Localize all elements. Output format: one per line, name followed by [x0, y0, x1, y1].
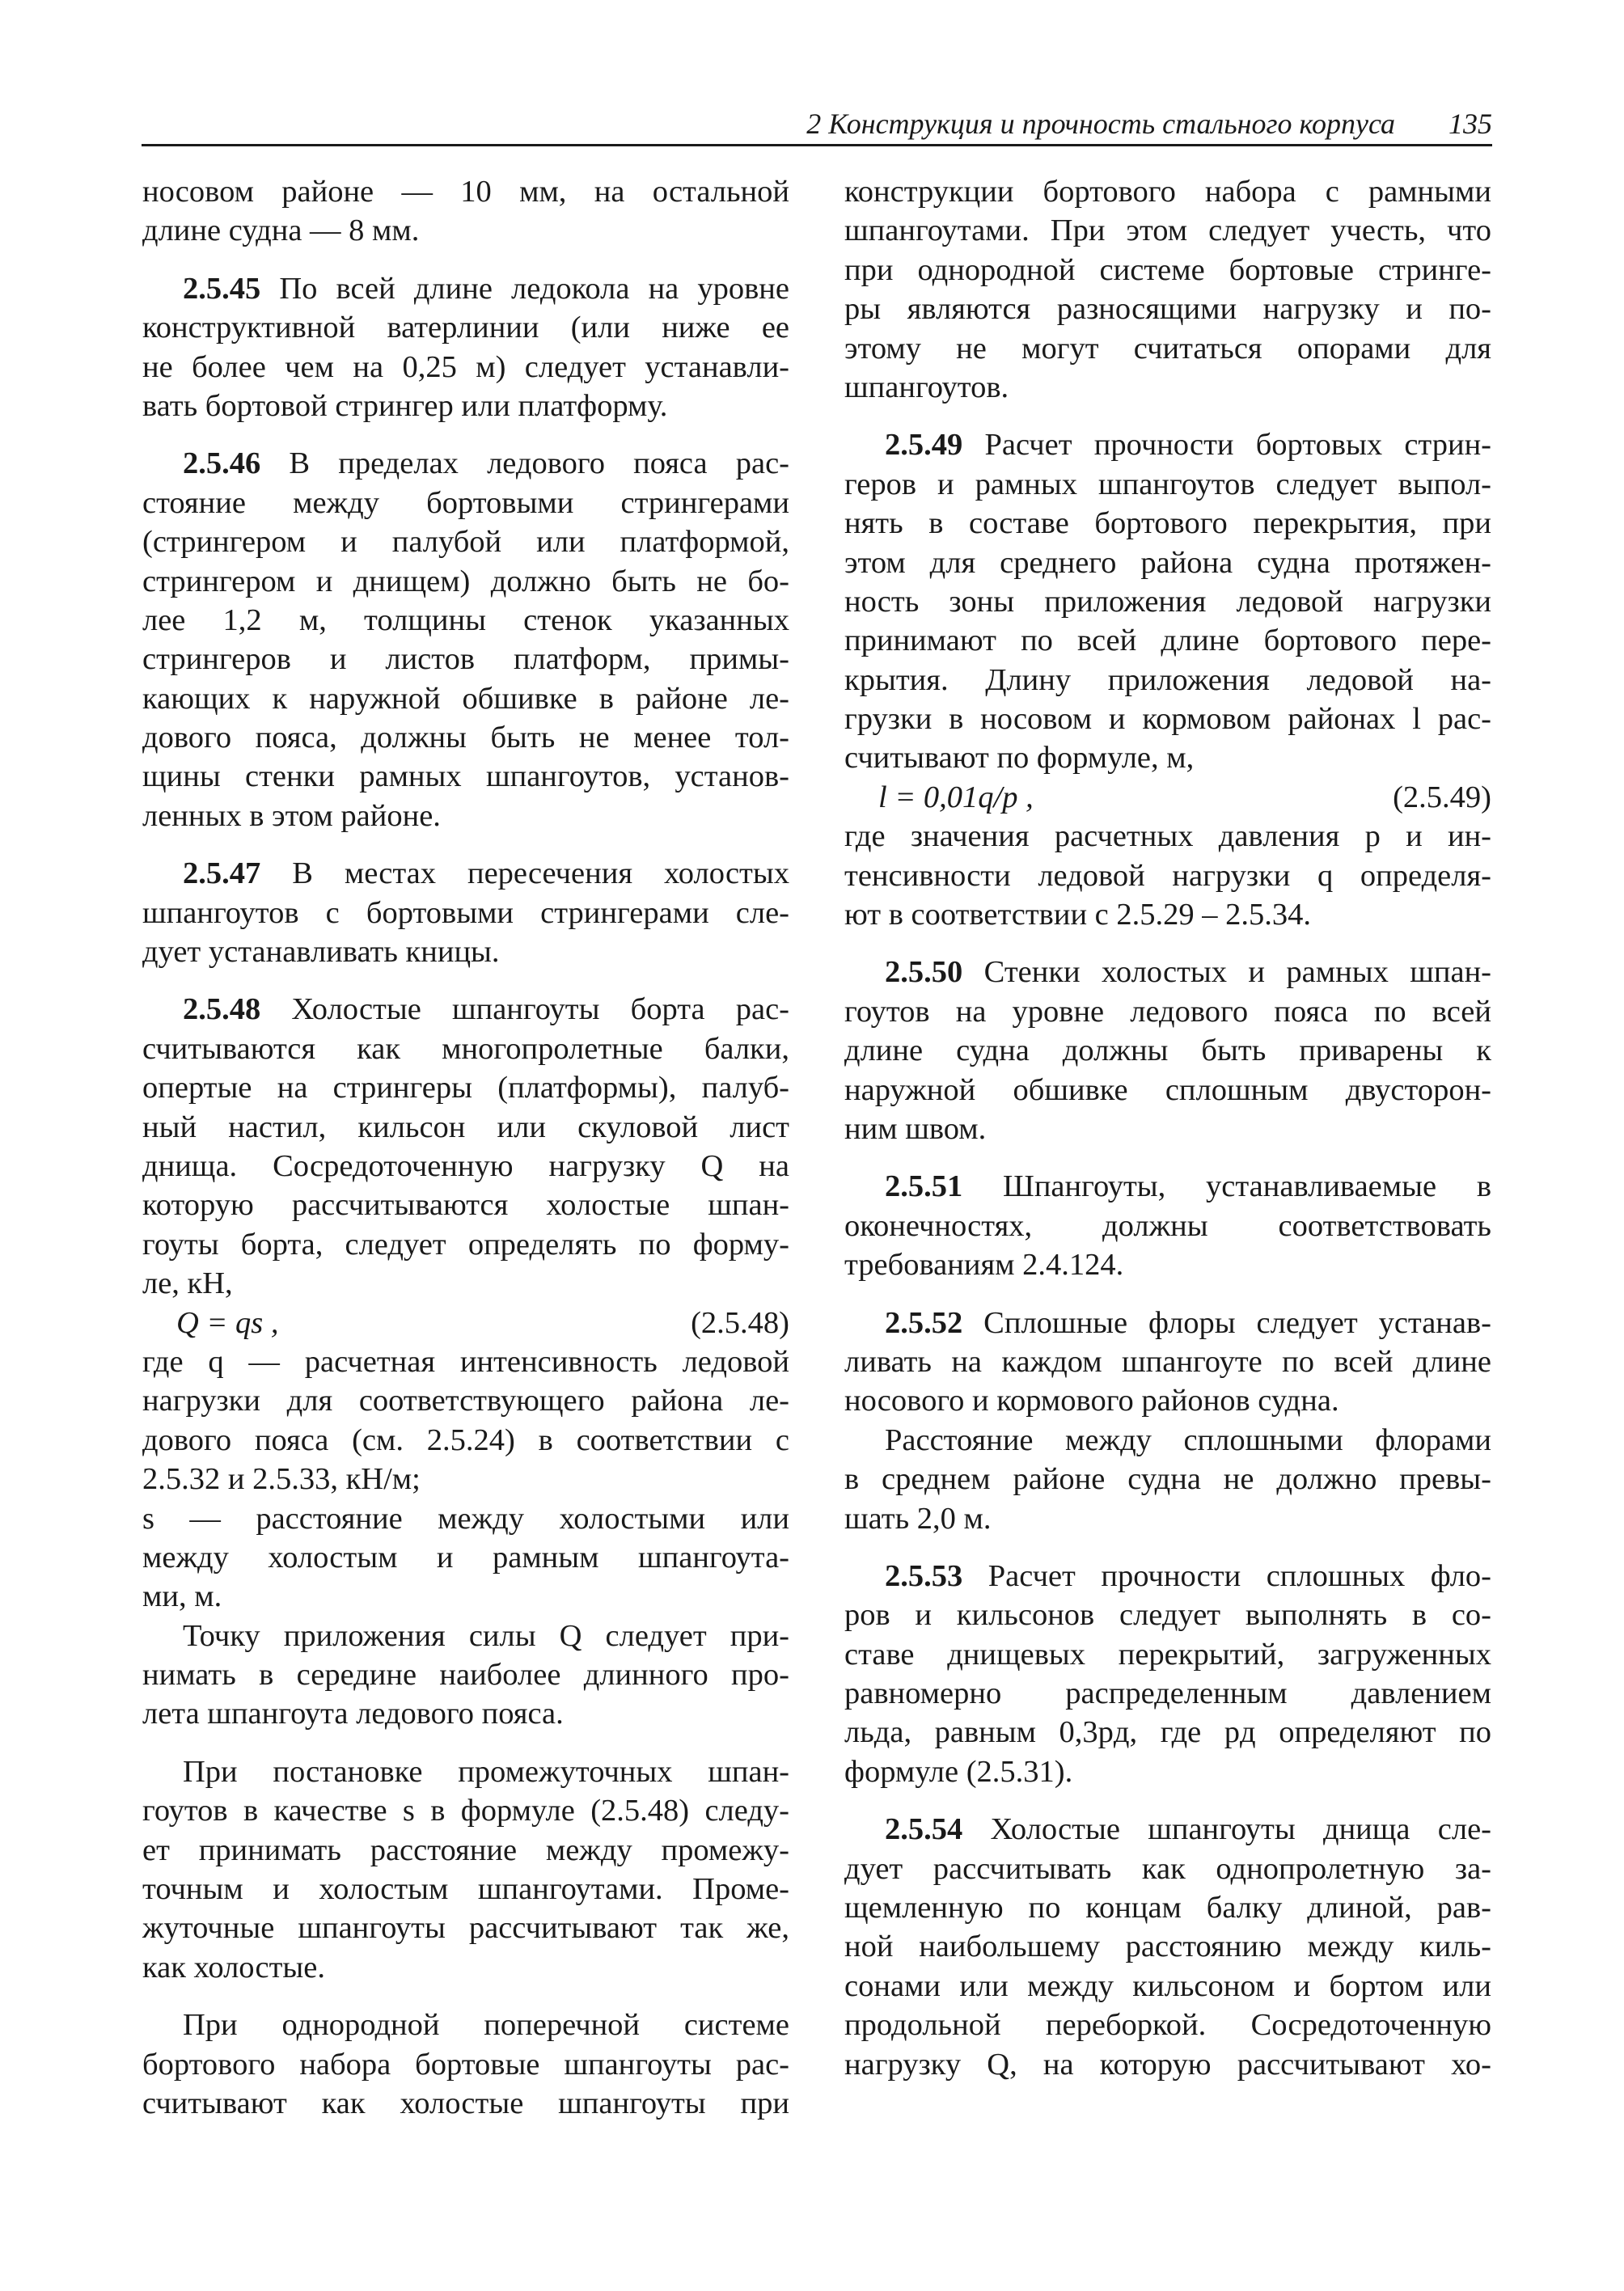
text-line: требованиям 2.4.124.	[844, 1248, 1124, 1283]
text-line: жуточные шпангоуты рассчитывают так же,	[142, 1911, 789, 1946]
text-line: вать бортовой стрингер или платформу.	[142, 388, 668, 423]
text-line: лее 1,2 м, толщины стенок указанных	[142, 602, 789, 637]
text-line: считываются как многопролетные балки,	[142, 1031, 789, 1066]
paragraph-intermediate-frames	[142, 1752, 789, 1987]
running-header	[142, 104, 1492, 146]
text-line: Точку приложения силы Q следует при-	[183, 1618, 789, 1653]
text-line	[142, 854, 789, 893]
text-line: принимают по всей длине бортового пере-	[844, 623, 1491, 658]
text-line: наружной обшивке сплошным двусторон-	[844, 1072, 1491, 1107]
text-line: ной наибольшему расстоянию между киль-	[844, 1930, 1491, 1964]
text-line: где q — расчетная интенсивность ледовой	[142, 1344, 789, 1379]
text-line: стрингеров и листов платформ, примы-	[142, 642, 789, 677]
text-line: ет принимать расстояние между промежу-	[142, 1832, 789, 1867]
text-line: ленных в этом районе.	[142, 798, 441, 833]
text-line: дового пояса (см. 2.5.24) в соответствии с	[142, 1422, 789, 1457]
section-text: Сплошные флоры следует устанав-	[962, 1305, 1491, 1340]
text-line: формуле (2.5.31).	[844, 1754, 1073, 1789]
chapter-title: 2 Конструкция и прочность стального корпуса	[806, 108, 1395, 140]
text-line: щины стенки рамных шпангоутов, установ-	[142, 759, 789, 794]
text-line	[142, 990, 789, 1029]
section-number: 2.5.50	[885, 955, 963, 990]
text-line: 2.5.32 и 2.5.33, кН/м;	[142, 1462, 421, 1497]
text-line: ним швом.	[844, 1111, 987, 1146]
paragraph-continuation	[142, 172, 789, 251]
equation-2-5-48	[142, 1304, 789, 1342]
section-2-5-49	[844, 425, 1491, 934]
equation-formula: l = 0,01q/p ,	[878, 780, 1034, 814]
text-line: грузки в носовом и кормовом районах l рас-	[844, 702, 1491, 737]
text-line: не более чем на 0,25 м) следует устанавли-	[142, 349, 789, 384]
text-line: s — расстояние между холостыми или	[142, 1501, 789, 1536]
section-number: 2.5.49	[885, 428, 963, 463]
text-line	[844, 425, 1491, 464]
equation-number: (2.5.49)	[1393, 780, 1491, 814]
section-2-5-45	[142, 269, 789, 426]
text-line: лета шпангоута ледового пояса.	[142, 1697, 564, 1731]
text-line: шпангоутами. При этом следует учесть, что	[844, 213, 1491, 248]
text-line: ров и кильсонов следует выполнять в со-	[844, 1598, 1491, 1633]
text-line: которую рассчитываются холостые шпан-	[142, 1188, 789, 1223]
left-column	[142, 172, 789, 2123]
text-line: нимать в середине наиболее длинного про-	[142, 1658, 789, 1693]
section-2-5-53	[844, 1557, 1491, 1791]
text-line: нагрузку Q, на которую рассчитывают хо-	[844, 2047, 1491, 2082]
section-text: По всей длине ледокола на уровне	[260, 271, 789, 306]
text-line: шпангоутов.	[844, 370, 1009, 404]
text-line: бортового набора бортовые шпангоуты рас-	[142, 2047, 789, 2082]
equation-formula: Q = qs ,	[176, 1305, 279, 1340]
text-line: носовом районе — 10 мм, на остальной	[142, 175, 789, 209]
text-line: этом для среднего района судна протяжен-	[844, 545, 1491, 580]
section-text: В местах пересечения холостых	[260, 856, 789, 891]
text-line: длине судна должны быть приварены к	[844, 1033, 1491, 1068]
section-2-5-50	[844, 953, 1491, 1148]
text-line: ми, м.	[142, 1579, 222, 1614]
text-line: льда, равным 0,3pд, где pд определяют по	[844, 1715, 1491, 1750]
text-line: считывают по формуле, м,	[844, 741, 1195, 776]
equation-2-5-49	[844, 778, 1491, 817]
section-2-5-46	[142, 444, 789, 835]
section-number: 2.5.52	[885, 1305, 963, 1340]
text-line: гоутов на уровне ледового пояса по всей	[844, 994, 1491, 1029]
text-line: длине судна — 8 мм.	[142, 213, 420, 248]
text-line	[142, 269, 789, 308]
text-line: геров и рамных шпангоутов следует выпол-	[844, 467, 1491, 501]
text-line: ливать на каждом шпангоуте по всей длине	[844, 1344, 1491, 1379]
text-line: равномерно распределенным давлением	[844, 1676, 1491, 1711]
text-line: оконечностях, должны соответствовать	[844, 1208, 1491, 1243]
text-line: дового пояса, должны быть не менее тол-	[142, 721, 789, 755]
text-line: ют в соответствии с 2.5.29 – 2.5.34.	[844, 898, 1312, 932]
text-line: нять в составе бортового перекрытия, при	[844, 506, 1491, 541]
text-line: продольной переборкой. Сосредоточенную	[844, 2008, 1491, 2043]
section-2-5-48	[142, 990, 789, 1733]
section-number: 2.5.53	[885, 1558, 963, 1593]
text-line: шать 2,0 м.	[844, 1501, 992, 1536]
text-line: гоутов в качестве s в формуле (2.5.48) следу-	[142, 1794, 789, 1828]
section-text: Стенки холостых и рамных шпан-	[962, 955, 1491, 990]
text-line: сонами или между кильсоном и бортом или	[844, 1968, 1491, 2003]
text-line	[844, 1810, 1491, 1849]
text-line: щемленную по концам балку длиной, рав-	[844, 1891, 1491, 1925]
text-line: между холостым и рамным шпангоута-	[142, 1540, 789, 1575]
text-line: Расстояние между сплошными флорами	[885, 1422, 1491, 1457]
text-line: (стрингером и палубой или платформой,	[142, 525, 789, 560]
text-line: ставе днищевых перекрытий, загруженных	[844, 1637, 1491, 1672]
text-line: ле, кН,	[142, 1266, 233, 1301]
equation-number: (2.5.48)	[691, 1305, 789, 1340]
text-line: нагрузки для соответствующего района ле-	[142, 1384, 789, 1418]
text-line: где значения расчетных давления p и ин-	[844, 819, 1491, 854]
right-column	[844, 172, 1491, 2084]
text-line: стрингером и днищем) должно быть не бо-	[142, 564, 789, 598]
text-line: в среднем районе судна не должно превы-	[844, 1462, 1491, 1497]
text-line: при однородной системе бортовые стринге-	[844, 252, 1491, 287]
text-line	[142, 444, 789, 483]
section-number: 2.5.46	[183, 446, 261, 481]
text-line: днища. Сосредоточенную нагрузку Q на	[142, 1148, 789, 1183]
text-line: дует устанавливать кницы.	[142, 935, 500, 970]
text-line: этому не могут считаться опорами для	[844, 331, 1491, 366]
section-2-5-54	[844, 1810, 1491, 2084]
text-line: считывают как холостые шпангоуты при	[142, 2086, 789, 2120]
text-line: стояние между бортовыми стрингерами	[142, 485, 789, 520]
text-line	[844, 1557, 1491, 1596]
text-line: При постановке промежуточных шпан-	[183, 1754, 789, 1789]
text-line	[844, 1167, 1491, 1206]
section-2-5-47	[142, 854, 789, 971]
section-number: 2.5.51	[885, 1169, 963, 1204]
paragraph-continuation	[844, 172, 1491, 407]
text-line: тенсивности ледовой нагрузки q определя-	[844, 858, 1491, 893]
section-number: 2.5.45	[183, 271, 261, 306]
text-line: ры являются разносящими нагрузку и по-	[844, 292, 1491, 327]
section-number: 2.5.54	[885, 1812, 963, 1847]
text-line: крытия. Длину приложения ледовой на-	[844, 662, 1491, 697]
page-number: 135	[1448, 108, 1492, 140]
section-2-5-52	[844, 1304, 1491, 1538]
section-text: Расчет прочности сплошных фло-	[962, 1558, 1491, 1593]
section-text: Шпангоуты, устанавливаемые в	[962, 1169, 1491, 1204]
text-line: гоуты борта, следует определять по форму-	[142, 1227, 789, 1262]
text-line: шпангоутов с бортовыми стрингерами сле-	[142, 895, 789, 930]
section-number: 2.5.48	[183, 992, 261, 1027]
section-number: 2.5.47	[183, 856, 261, 891]
text-line: как холостые.	[142, 1950, 325, 1985]
text-line: ность зоны приложения ледовой нагрузки	[844, 584, 1491, 619]
text-line: кающих к наружной обшивке в районе ле-	[142, 681, 789, 716]
section-text: В пределах ледового пояса рас-	[260, 446, 789, 481]
text-line	[844, 953, 1491, 991]
text-line: точным и холостым шпангоутами. Проме-	[142, 1872, 789, 1907]
text-line: конструктивной ватерлинии (или ниже ее	[142, 311, 789, 345]
text-line: При однородной поперечной системе	[183, 2008, 789, 2043]
text-line: носового и кормового районов судна.	[844, 1384, 1339, 1418]
section-text: Холостые шпангоуты днища сле-	[962, 1812, 1491, 1847]
section-2-5-51	[844, 1167, 1491, 1284]
section-text: Холостые шпангоуты борта рас-	[260, 992, 789, 1027]
text-line	[844, 1304, 1491, 1342]
text-line: ный настил, кильсон или скуловой лист	[142, 1110, 789, 1144]
text-line: дует рассчитывать как однопролетную за-	[844, 1851, 1491, 1886]
section-text: Расчет прочности бортовых стрин-	[962, 428, 1491, 463]
paragraph-homogeneous-system	[142, 2006, 789, 2123]
text-line: опертые на стрингеры (платформы), палуб-	[142, 1071, 789, 1105]
text-line: конструкции бортового набора с рамными	[844, 175, 1491, 209]
